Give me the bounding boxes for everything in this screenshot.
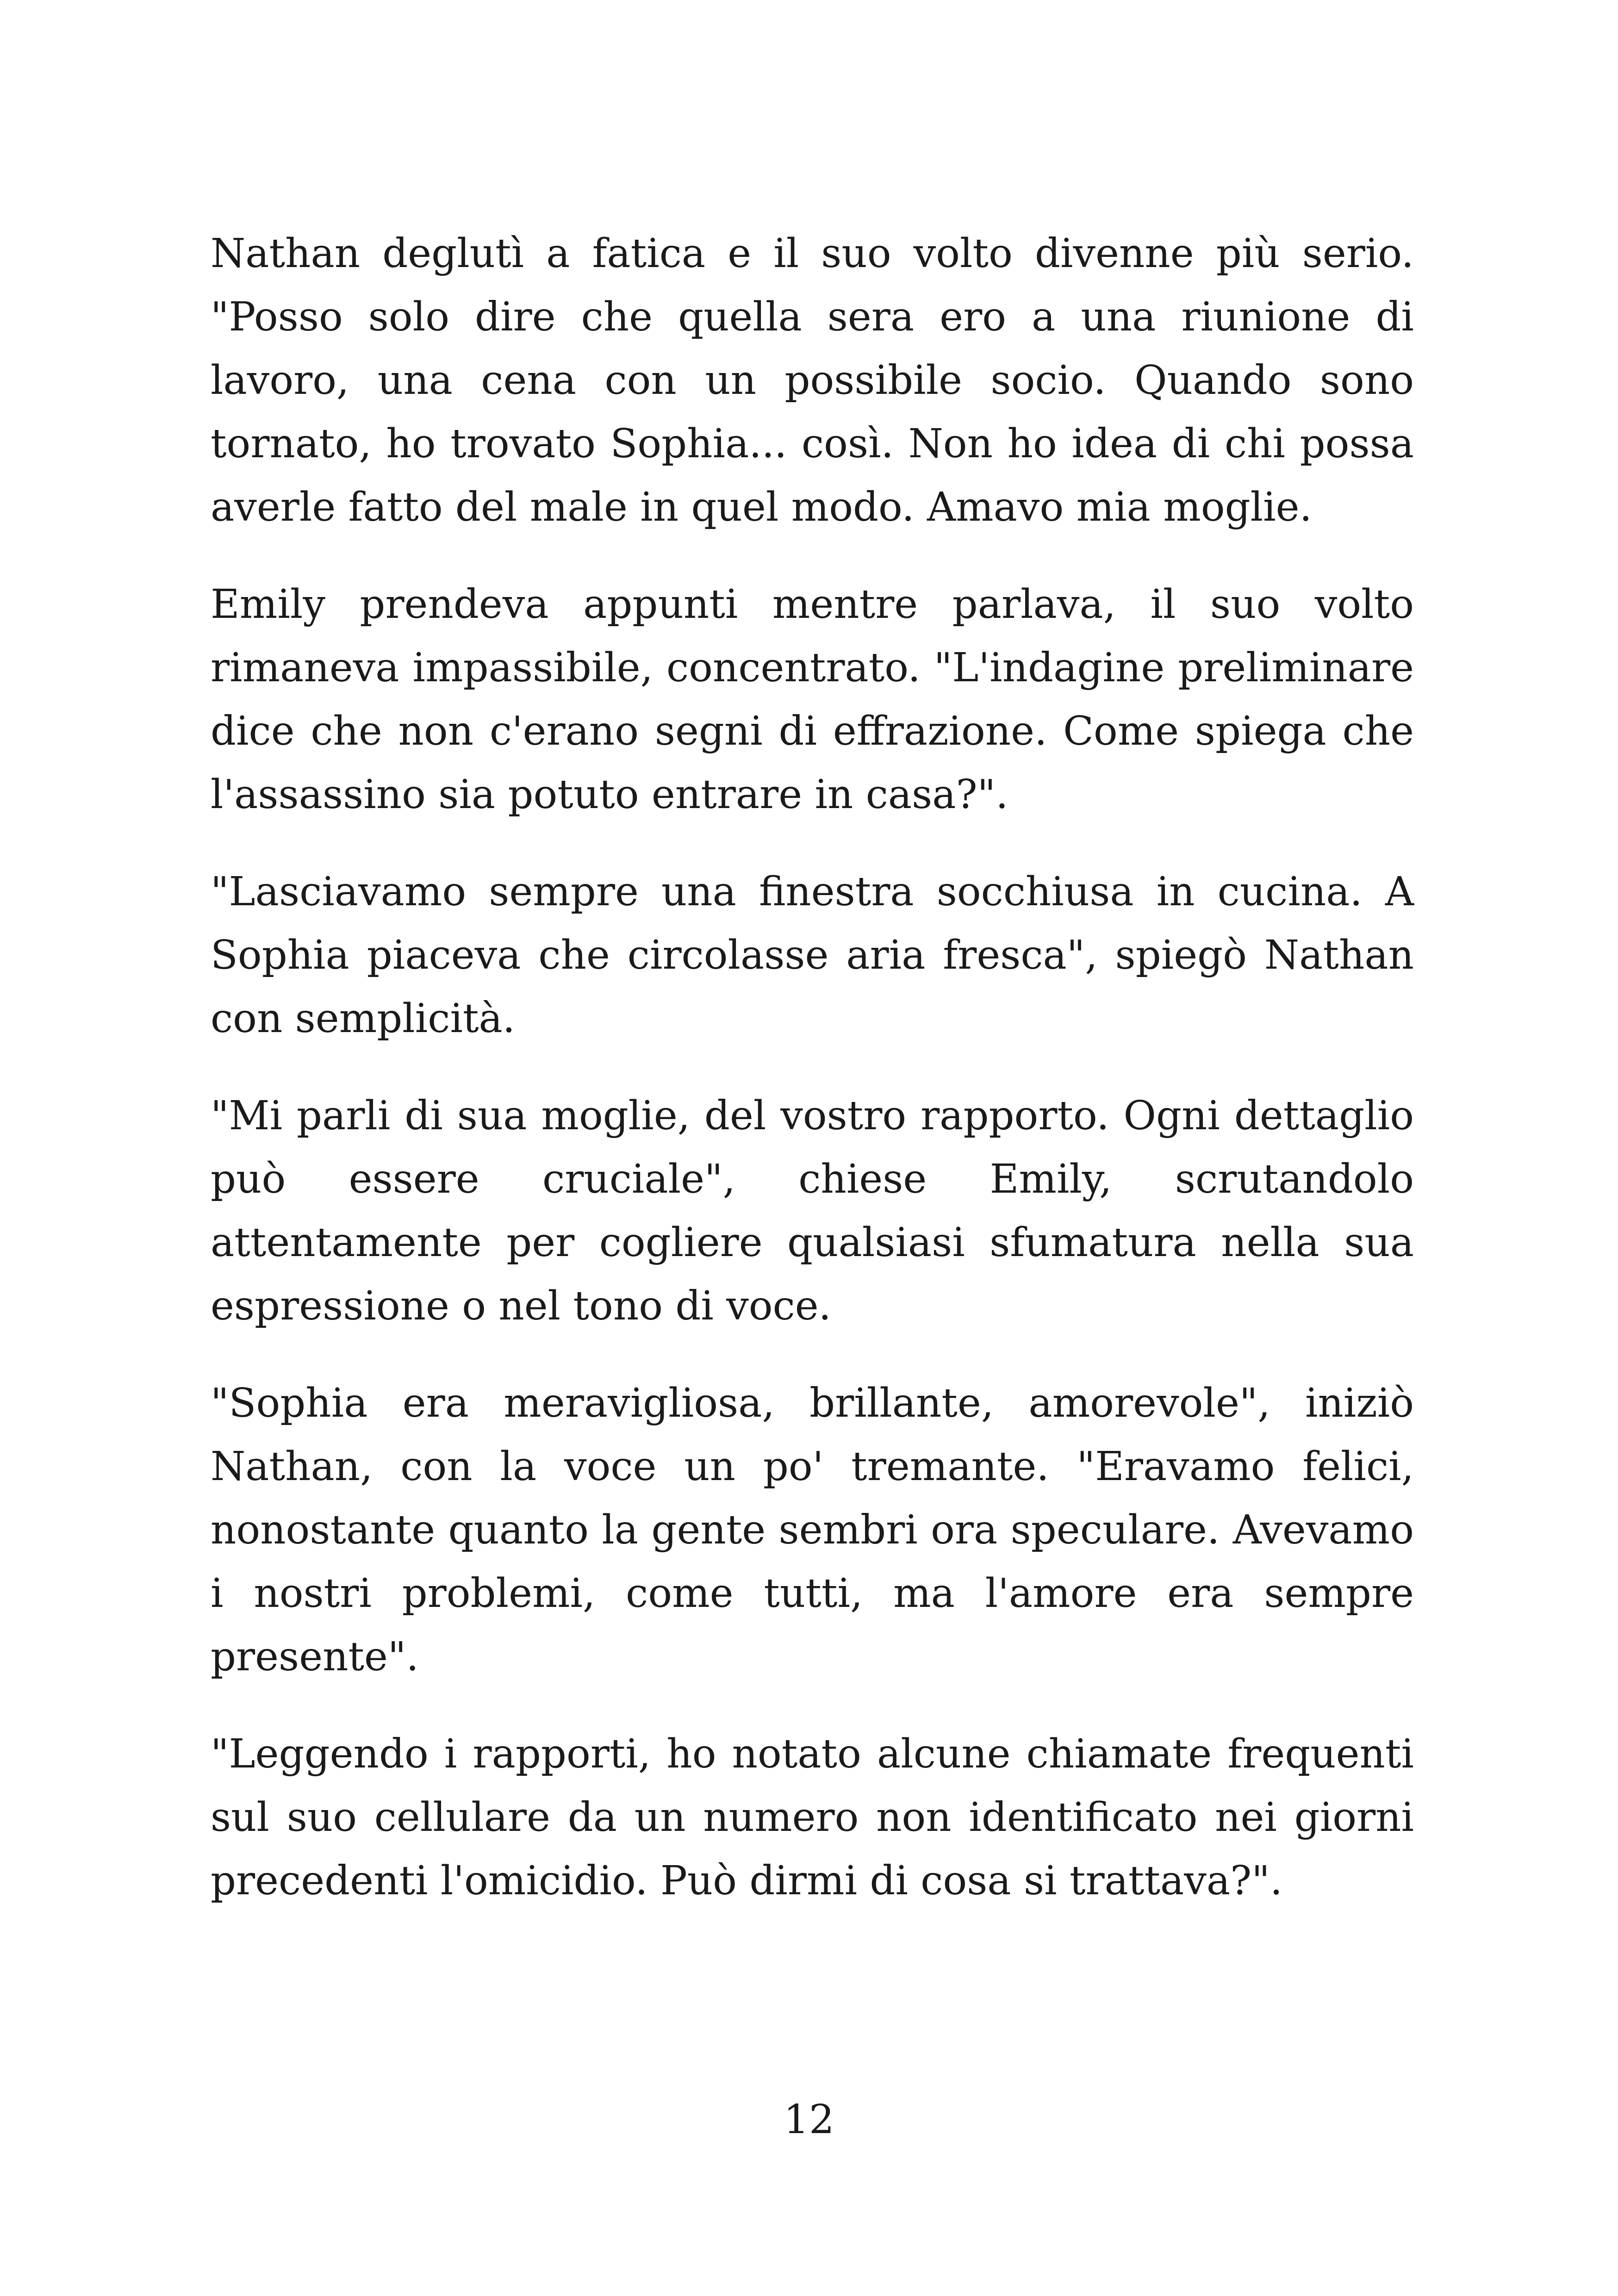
body-text bbox=[211, 222, 1414, 1947]
paragraph-4: "Mi parli di sua moglie, del vostro rapporto. Ogni dettaglio può essere cruciale", chiese Emily, scrutandolo attentamente per cogliere qualsiasi sfumatura nella sua espressione o nel tono di voce. bbox=[211, 1093, 1414, 1329]
paragraph-5: "Sophia era meravigliosa, brillante, amorevole", iniziò Nathan, con la voce un po' tremante. "Eravamo felici, nonostante quanto la gente sembri ora speculare. Avevamo i nostri problemi, come tutti, ma l'amore era sempre presente". bbox=[211, 1380, 1414, 1680]
paragraph-3: "Lasciavamo sempre una finestra socchiusa in cucina. A Sophia piaceva che circolasse aria fresca", spiegò Nathan con semplicità. bbox=[211, 869, 1414, 1042]
page-number: 12 bbox=[784, 2097, 834, 2143]
paragraph-2: Emily prendeva appunti mentre parlava, il suo volto rimaneva impassibile, concentrato. "L'indagine preliminare dice che non c'erano segni di effrazione. Come spiega che l'assassino sia potuto entrare in casa?". bbox=[211, 581, 1414, 818]
paragraph-6: "Leggendo i rapporti, ho notato alcune chiamate frequenti sul suo cellulare da un numero non identificato nei giorni precedenti l'omicidio. Può dirmi di cosa si trattava?". bbox=[211, 1731, 1414, 1904]
paragraph-1: Nathan deglutì a fatica e il suo volto divenne più serio. "Posso solo dire che quella sera ero a una riunione di lavoro, una cena con un possibile socio. Quando sono tornato, ho trovato Sophia... così. Non ho idea di chi possa averle fatto del male in quel modo. Amavo mia moglie. bbox=[211, 230, 1414, 530]
